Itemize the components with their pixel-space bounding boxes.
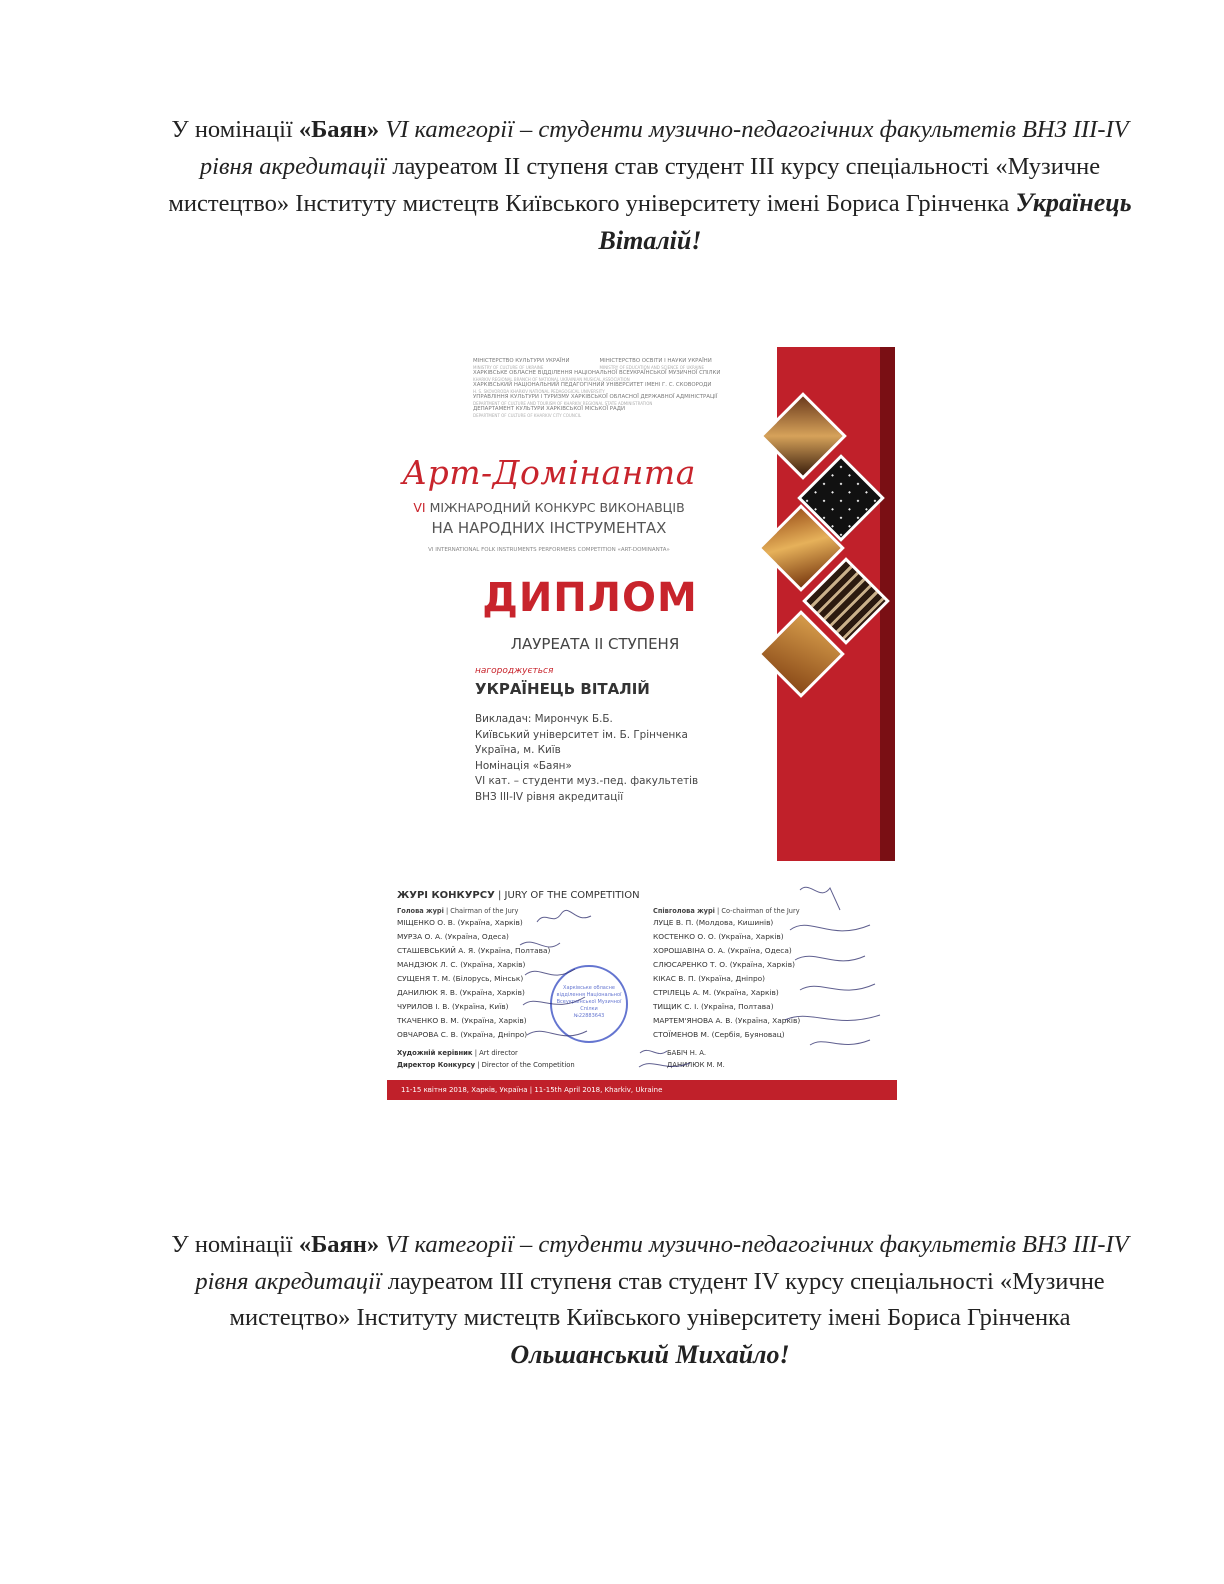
jury-member: СТОЇМЕНОВ М. (Сербія, Буяновац): [653, 1030, 785, 1039]
director-en: | Director of the Competition: [475, 1061, 575, 1069]
art-director-name: БАБІЧ Н. А.: [667, 1049, 707, 1057]
jury-member: КІКАС В. П. (Україна, Дніпро): [653, 974, 766, 983]
organizers-block: [473, 358, 763, 418]
jury-heading-en: | JURY OF THE COMPETITION: [494, 890, 640, 901]
competition-edition: VI: [413, 500, 426, 515]
art-director-en: | Art director: [472, 1049, 518, 1057]
intro-text: У номінації: [171, 1231, 299, 1258]
organizer-line-en: KHARKIV REGIONAL BRANCH OF NATIONAL UKRAINIAN MUSICAL ASSOCIATION: [473, 376, 630, 382]
jury-member: СТАШЕВСЬКИЙ А. Я. (Україна, Полтава): [397, 946, 551, 955]
director-label: [397, 1059, 667, 1071]
cochairman-role-ua: Співголова журі: [653, 907, 715, 915]
organizer-line-en: DEPARTMENT OF CULTURE OF KHARKIV CITY COUNCIL: [473, 412, 582, 418]
director-name: ДАНИЛЮК М. М.: [667, 1061, 725, 1069]
diploma-image: [385, 345, 910, 1107]
competition-name-line2: НА НАРОДНИХ ІНСТРУМЕНТАХ: [431, 519, 667, 537]
jury-member: КОСТЕНКО О. О. (Україна, Харків): [653, 932, 784, 941]
jury-member: ХОРОШАВІНА О. А. (Україна, Одеса): [653, 946, 792, 955]
organizer-line: ДЕПАРТАМЕНТ КУЛЬТУРИ ХАРКІВСЬКОЇ МІСЬКОЇ РАДИ: [473, 406, 625, 412]
city-line: Україна, м. Київ: [475, 744, 561, 757]
jury-heading-ua: ЖУРІ КОНКУРСУ: [397, 890, 495, 901]
diploma-footer-dates: 11-15 квітня 2018, Харків, Україна | 11-15th April 2018, Kharkiv, Ukraine: [387, 1080, 897, 1100]
nomination: «Баян»: [298, 1231, 380, 1258]
competition-logo-title: Арт-Домінанта: [402, 453, 696, 492]
jury-member: МАНДЗЮК Л. С. (Україна, Харків): [397, 960, 526, 969]
stamp-text: Харківське обласне відділення Національної Всеукраїнської Музичної Спілки: [556, 985, 622, 1012]
winner-name: Ольшанський Михайло!: [510, 1339, 790, 1369]
body-text: лауреатом ІІ ступеня став студент ІІІ курсу спеціальності «Музичне мистецтво» Інституту мистецтв Київського університету імені Бориса Грінченка: [168, 152, 1101, 217]
competition-name-line1: [399, 500, 699, 515]
category-text: VI категорії – студенти музично-педагогічних факультетів ВНЗ ІІІ-ІV рівня акредитації: [199, 116, 1129, 180]
jury-member: ОВЧАРОВА С. В. (Україна, Дніпро): [397, 1030, 528, 1039]
jury-heading: [397, 890, 640, 901]
jury-member: МУРЗА О. А. (Україна, Одеса): [397, 932, 509, 941]
director-ua: Директор Конкурсу: [397, 1061, 476, 1069]
art-director-ua: Художній керівник: [397, 1049, 473, 1057]
signatures-right: [780, 880, 890, 1060]
organizer-line: ХАРКІВСЬКЕ ОБЛАСНЕ ВІДДІЛЕННЯ НАЦІОНАЛЬНОЇ ВСЕУКРАЇНСЬКОЇ МУЗИЧНОЇ СПІЛКИ: [473, 370, 721, 376]
teacher-line: Викладач: Мирончук Б.Б.: [475, 713, 613, 725]
intro-text: У номінації: [171, 116, 299, 143]
accreditation-line: ВНЗ ІІІ-IV рівня акредитації: [475, 790, 624, 803]
art-director-row: [397, 1047, 797, 1059]
signatures-left: [515, 935, 595, 1055]
jury-member: ТКАЧЕНКО В. М. (Україна, Харків): [397, 1016, 527, 1025]
organizer-line-en: H. S. SKOVORODA KHARKIV NATIONAL PEDAGOGICAL UNIVERSITY: [473, 388, 605, 394]
ministry-culture-en: MINISTRY OF CULTURE OF UKRAINE: [473, 364, 544, 370]
signatures-directors: [635, 1045, 695, 1073]
signature-chairman: [535, 908, 595, 928]
laureate-details: [475, 712, 715, 806]
diploma-degree: ЛАУРЕАТА ІІ СТУПЕНЯ: [510, 635, 680, 653]
cochairman-role-en: | Co-chairman of the Jury: [714, 907, 800, 915]
nomination-line: Номінація «Баян»: [475, 759, 572, 772]
jury-member: СЛЮСАРЕНКО Т. О. (Україна, Харків): [653, 960, 795, 969]
university-line: Київський університет ім. Б. Грінченка: [475, 728, 688, 741]
awarded-label: нагороджується: [475, 666, 554, 676]
organizer-line-en: DEPARTMENT OF CULTURE AND TOURISM OF KHARKIV REGIONAL STATE ADMINISTRATION: [473, 400, 653, 406]
jury-member: МІЩЕНКО О. В. (Україна, Харків): [397, 918, 523, 927]
ministry-culture: МІНІСТЕРСТВО КУЛЬТУРИ УКРАЇНИ: [473, 358, 570, 364]
competition-name-text: МІЖНАРОДНИЙ КОНКУРС ВИКОНАВЦІВ: [425, 500, 685, 515]
jury-member: ДАНИЛЮК Я. В. (Україна, Харків): [397, 988, 525, 997]
competition-name-en: VI INTERNATIONAL FOLK INSTRUMENTS PERFORMERS COMPETITION «ART-DOMINANTA»: [428, 547, 670, 553]
jury-member: ЧУРИЛОВ І. В. (Україна, Київ): [397, 1002, 509, 1011]
jury-member: СУЩЕНЯ Т. М. (Білорусь, Мінськ): [397, 974, 524, 983]
ministry-education: МІНІСТЕРСТВО ОСВІТИ І НАУКИ УКРАЇНИ: [599, 358, 712, 364]
director-row: [397, 1059, 797, 1071]
stamp-number: №22883643: [573, 1013, 605, 1019]
category-line: VI кат. – студенти муз.-пед. факультетів: [475, 775, 699, 788]
diploma-title: ДИПЛОМ: [482, 575, 698, 621]
organizer-line: УПРАВЛІННЯ КУЛЬТУРИ І ТУРИЗМУ ХАРКІВСЬКОЇ ОБЛАСНОЇ ДЕРЖАВНОЇ АДМІНІСТРАЦІЇ: [473, 394, 718, 400]
body-text: лауреатом ІІІ ступеня став студент ІV курсу спеціальності «Музичне мистецтво» Інституту мистецтв Київського університету імені Бориса Грінченка: [229, 1267, 1105, 1331]
chairman-role-ua: Голова журі: [397, 907, 444, 915]
winner-name: Українець Віталій!: [598, 188, 1132, 255]
nomination: «Баян»: [298, 116, 380, 143]
ministry-education-en: MINISTRY OF EDUCATION AND SCIENCE OF UKRAINE: [599, 364, 705, 370]
organizer-line: ХАРКІВСЬКИЙ НАЦІОНАЛЬНИЙ ПЕДАГОГІЧНИЙ УНІВЕРСИТЕТ ІМЕНІ Г. С. СКОВОРОДИ: [473, 382, 712, 388]
jury-member: ТИЩИК С. І. (Україна, Полтава): [653, 1002, 774, 1011]
directors-block: [397, 1047, 797, 1071]
announcement-paragraph-1: [150, 112, 1150, 260]
category-text: VI категорії – студенти музично-педагогічних факультетів ВНЗ ІІІ-ІV рівня акредитації: [195, 1231, 1129, 1295]
laureate-name: УКРАЇНЕЦЬ ВІТАЛІЙ: [475, 680, 650, 698]
chairman-role-en: | Chairman of the Jury: [443, 907, 519, 915]
announcement-paragraph-2: [150, 1227, 1150, 1374]
jury-member: МАРТЕМ'ЯНОВА А. В. (Україна, Харків): [653, 1016, 801, 1025]
jury-member: СТРІЛЕЦЬ А. М. (Україна, Харків): [653, 988, 779, 997]
jury-member: ЛУЦЕ В. П. (Молдова, Кишинів): [653, 918, 774, 927]
